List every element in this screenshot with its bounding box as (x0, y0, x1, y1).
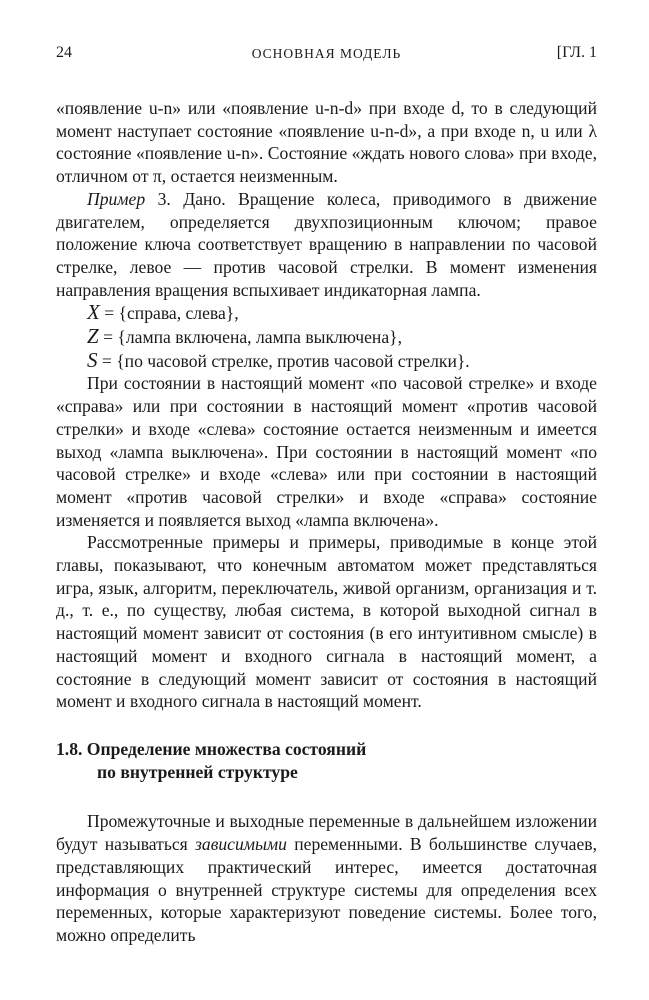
formula-z (56, 325, 597, 349)
formula-z-set: = {лампа включена, лампа выключена}, (98, 327, 402, 348)
book-page (56, 44, 597, 947)
paragraph-example (56, 188, 597, 302)
paragraph-4: Рассмотренные примеры и примеры, приводимые в конце этой главы, показывают, что конечным автоматом может представляться игра, язык, алгоритм, переключатель, живой организм, организация и т. д., т. е., по существу, любая система, в которой выходной сигнал в настоящий момент зависит от состояния (в его интуитивном смысле) в настоящий момент и входного сигнала в настоящий момент, а состояние в следующий момент зависит от состояния в настоящий момент и входного сигнала в настоящий момент. (56, 532, 597, 712)
paragraph-5 (56, 810, 597, 946)
formula-x-symbol: X (87, 300, 100, 325)
paragraph-5-start: Промежуточные и выходные переменные в дальнейшем изложении будут называться (56, 811, 597, 855)
page-number: 24 (56, 44, 72, 61)
paragraph-3: При состоянии в настоящий момент «по часовой стрелке» и входе «справа» или при состоянии в настоящий момент «против часовой стрелки» и входе «слева» состояние остается неизменным и имеется выход «лампа выключена». При состоянии в настоящий момент «по часовой стрелке» и входе «слева» или при состоянии в настоящий момент «против часовой стрелки» и входе «справа» состояние изменяется и появляется выход «лампа включена». (56, 373, 597, 530)
section-heading-line-1: 1.8. Определение множества состояний (56, 738, 367, 759)
example-label: Пример (87, 188, 146, 209)
formula-z-symbol: Z (87, 324, 99, 349)
page-header (56, 44, 597, 72)
section-body (56, 810, 597, 946)
section-heading-line-2: по внутренней структуре (97, 761, 298, 782)
paragraph-1: «появление u-n» или «появление u-n-d» при входе d, то в следующий момент наступает состояние «появление u-n-d», а при входе n, u или λ состояние «появление u-n». Состояние «ждать нового слова» при входе, отличном от π, остается неизменным. (56, 98, 597, 187)
chapter-label: [ГЛ. 1 (556, 44, 597, 61)
example-text: 3. Дано. Вращение колеса, приводимого в движение двигателем, определяется двухпозиционным ключом; правое положение ключа соответствует вращению в направлении по часовой стрелке, левое — против часовой стрелки. В момент изменения направления вращения вспыхивает индикаторная лампа. (56, 188, 597, 300)
section-heading (56, 738, 597, 783)
paragraph-5-end: переменными. В большинстве случаев, представляющих практический интерес, имеется достаточная информация о внутренней структуре системы для определения всех переменных, которые характеризуют поведение системы. Более того, можно определить (56, 834, 597, 945)
formula-x (56, 301, 597, 325)
formula-s (56, 349, 597, 373)
page-body (56, 97, 597, 713)
running-title: ОСНОВНАЯ МОДЕЛЬ (251, 46, 402, 61)
formula-s-set: = {по часовой стрелке, против часовой стрелки}. (97, 350, 470, 371)
formula-x-set: = {справа, слева}, (99, 303, 239, 324)
formula-s-symbol: S (87, 347, 98, 372)
emphasized-term: зависимыми (195, 834, 287, 855)
